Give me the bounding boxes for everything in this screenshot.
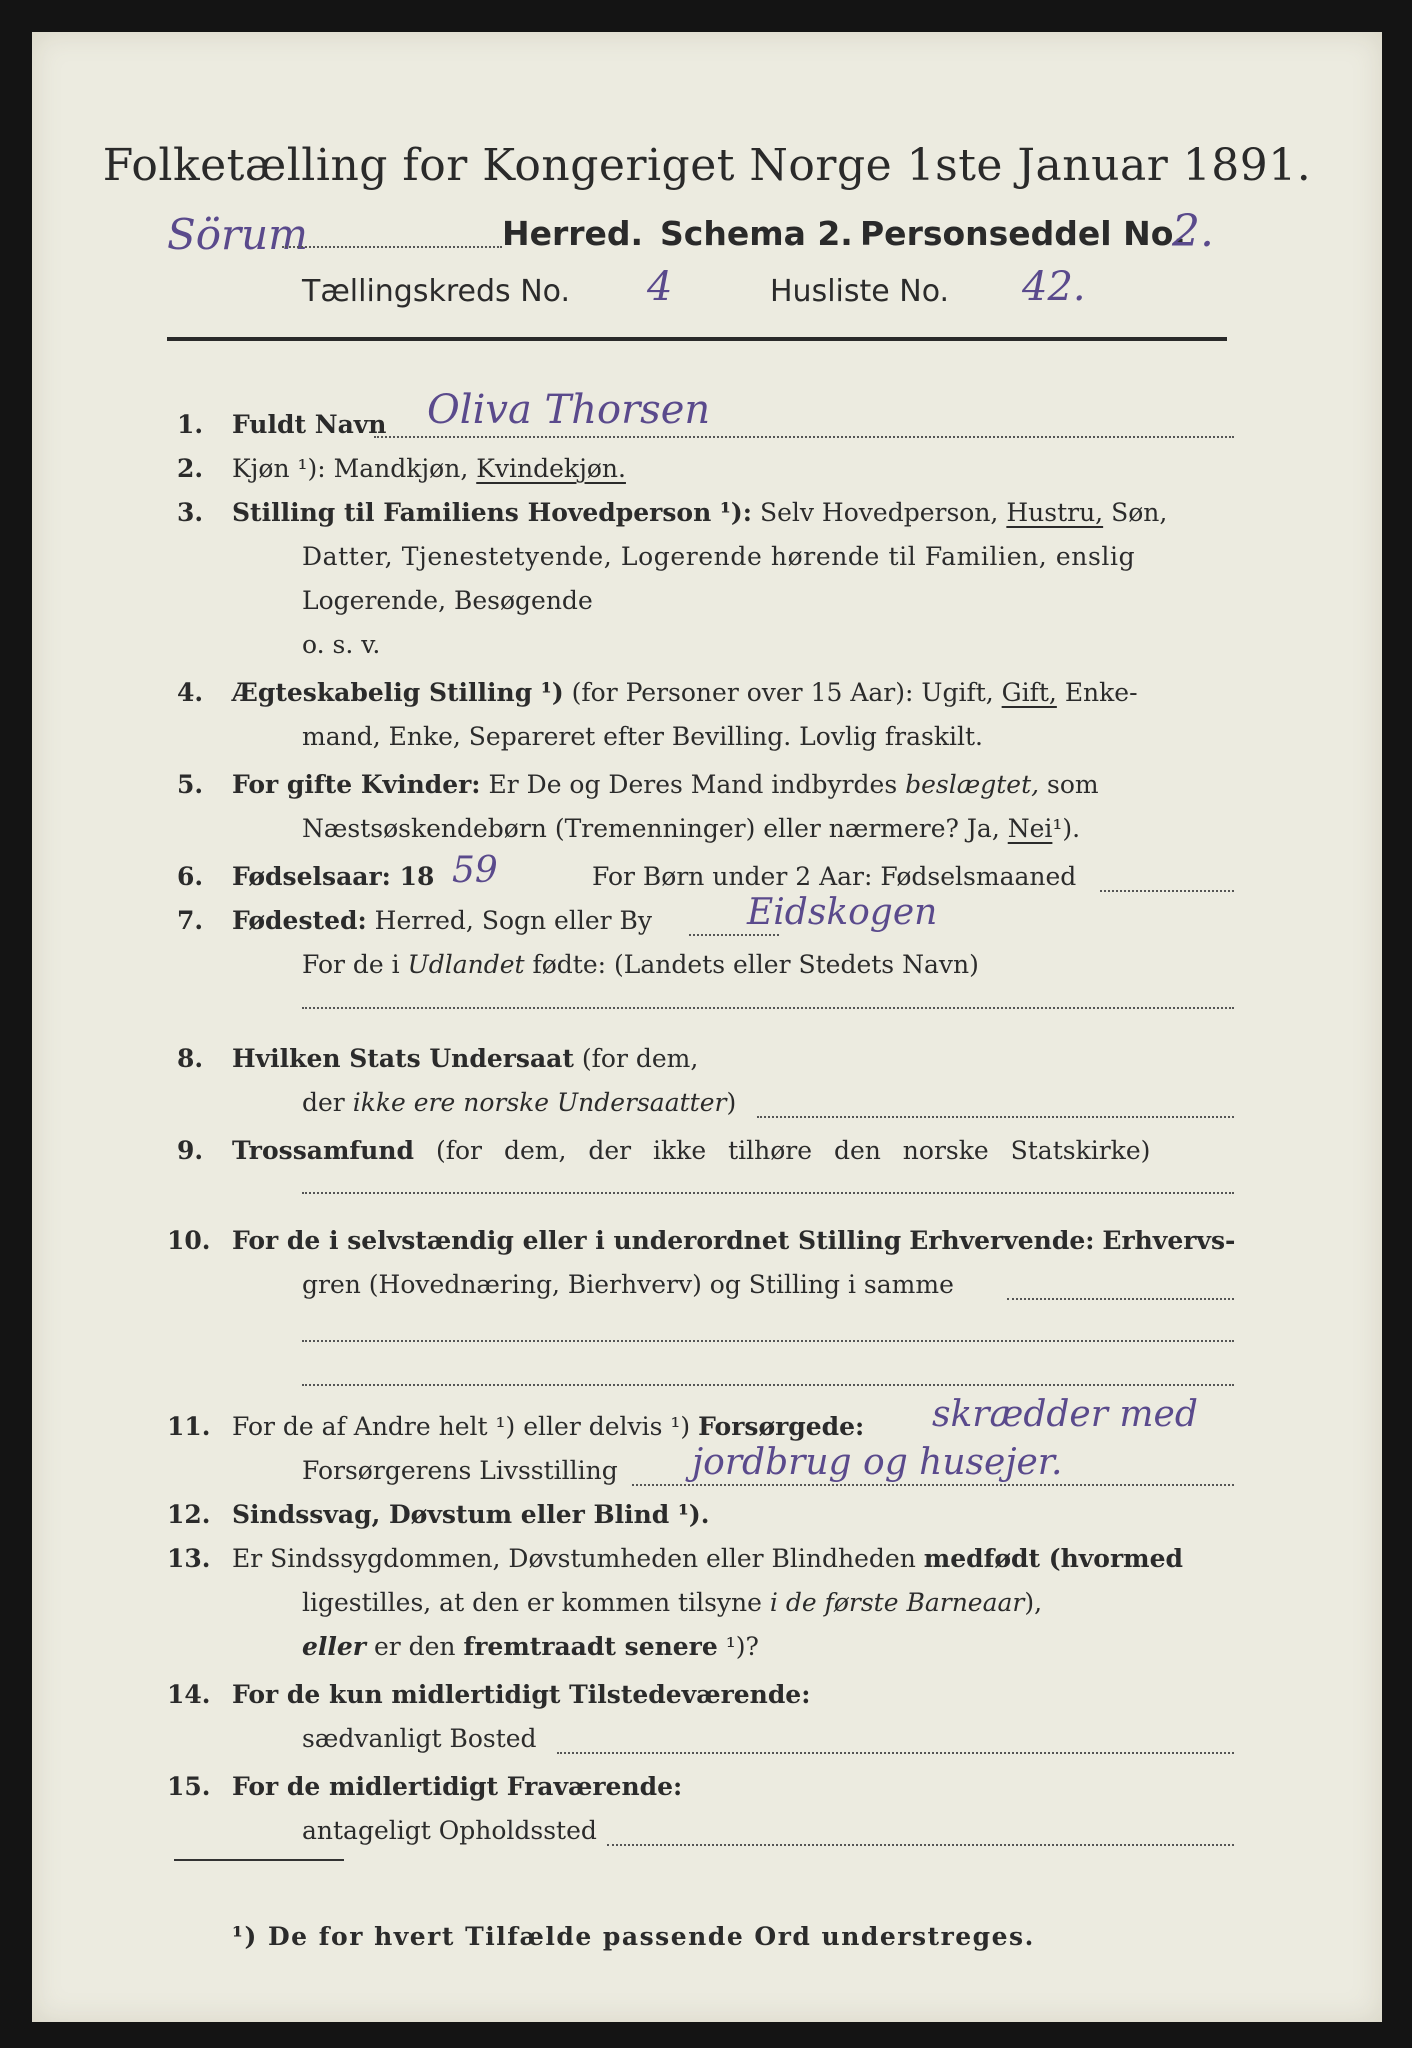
q15-number: 15. bbox=[167, 1772, 211, 1801]
q11-value1: skrædder med bbox=[932, 1394, 1198, 1435]
q7-line2-italic: Udlandet bbox=[407, 950, 525, 979]
q8-line2-a: der bbox=[302, 1088, 345, 1117]
q4-label: Ægteskabelig Stilling ¹) bbox=[232, 678, 564, 707]
q3-label: Stilling til Familiens Hovedperson ¹): bbox=[232, 498, 752, 527]
q13-line3-c: ¹)? bbox=[725, 1632, 759, 1661]
q8-line2-b: ) bbox=[726, 1088, 737, 1117]
husliste-value: 42. bbox=[1022, 264, 1086, 310]
header-rule bbox=[167, 337, 1227, 341]
q1-value: Oliva Thorsen bbox=[427, 387, 711, 433]
q13-line3-a: er den bbox=[373, 1632, 456, 1661]
q5-label: For gifte Kvinder: bbox=[232, 770, 481, 799]
census-form bbox=[32, 32, 1382, 2022]
q5-line2-b: ¹). bbox=[1052, 814, 1081, 843]
q3-line2: Datter, Tjenestetyende, Logerende hørende til Familien, enslig bbox=[302, 542, 1136, 571]
q7-extra-line bbox=[302, 1007, 1234, 1009]
q3-row1 bbox=[232, 498, 1167, 527]
q7-row1 bbox=[232, 906, 652, 935]
q9-row1 bbox=[232, 1136, 1150, 1165]
q5-row1 bbox=[232, 770, 1099, 799]
q3-line4: o. s. v. bbox=[302, 630, 381, 659]
q13-line1-a: Er Sindssygdommen, Døvstumheden eller Blindheden bbox=[232, 1544, 916, 1573]
q5-number: 5. bbox=[177, 770, 204, 799]
q7-line bbox=[689, 934, 779, 936]
q3-selected: Hustru, bbox=[1006, 498, 1104, 527]
q4-line2: mand, Enke, Separeret efter Bevilling. Lovlig fraskilt. bbox=[302, 722, 983, 751]
q13-line3-italic: eller bbox=[302, 1632, 366, 1661]
q7-line2-b: fødte: (Landets eller Stedets Navn) bbox=[532, 950, 979, 979]
q10-line1-b: Erhvervende: bbox=[909, 1226, 1095, 1255]
q10-line-b bbox=[302, 1340, 1234, 1342]
q13-row1 bbox=[232, 1544, 1183, 1573]
q13-number: 13. bbox=[167, 1544, 211, 1573]
q2-row bbox=[232, 454, 626, 483]
q4-line1-b: Enke- bbox=[1064, 678, 1138, 707]
q3-number: 3. bbox=[177, 498, 204, 527]
q4-selected: Gift, bbox=[1001, 678, 1057, 707]
q13-row2 bbox=[302, 1588, 1042, 1617]
q11-number: 11. bbox=[167, 1412, 211, 1441]
q1-line bbox=[374, 436, 1234, 438]
personseddel-value: 2. bbox=[1172, 206, 1214, 257]
q7-label: Fødested: bbox=[232, 906, 367, 935]
schema-label: Schema 2. bbox=[660, 214, 853, 253]
q8-label: Hvilken Stats Undersaat bbox=[232, 1044, 574, 1073]
q7-line2-a: For de i bbox=[302, 950, 400, 979]
q3-line1-a: Selv Hovedperson, bbox=[759, 498, 999, 527]
form-title: Folketælling for Kongeriget Norge 1ste Januar 1891. bbox=[102, 140, 1312, 191]
q9-line bbox=[302, 1192, 1234, 1194]
q7-row2 bbox=[302, 950, 979, 979]
q1-number: 1. bbox=[177, 410, 204, 439]
footnote: ¹) De for hvert Tilfælde passende Ord understreges. bbox=[232, 1922, 1035, 1951]
q10-line1-c: Erhvervs- bbox=[1102, 1226, 1236, 1255]
q8-row1 bbox=[232, 1044, 698, 1073]
q13-line1-b: medfødt (hvormed bbox=[923, 1544, 1183, 1573]
q13-line2-b: ), bbox=[1024, 1588, 1043, 1617]
q10-line2: gren (Hovednæring, Bierhverv) og Stilling i samme bbox=[302, 1270, 954, 1299]
q8-row2 bbox=[302, 1088, 736, 1117]
q1-label: Fuldt Navn bbox=[232, 410, 387, 439]
q6-line bbox=[1100, 890, 1234, 892]
q7-value: Eidskogen bbox=[747, 892, 938, 933]
q8-line1: (for dem, bbox=[581, 1044, 699, 1073]
q15-line bbox=[607, 1844, 1234, 1846]
kreds-label: Tællingskreds No. bbox=[302, 274, 570, 309]
q13-line2-italic: i de første Barneaar bbox=[769, 1588, 1025, 1617]
q4-line1-a: (for Personer over 15 Aar): Ugift, bbox=[571, 678, 994, 707]
q14-line bbox=[557, 1752, 1234, 1754]
q7-line1: Herred, Sogn eller By bbox=[374, 906, 653, 935]
husliste-label: Husliste No. bbox=[770, 274, 950, 309]
q4-row1 bbox=[232, 678, 1138, 707]
q12-number: 12. bbox=[167, 1500, 211, 1529]
q3-line1-b: Søn, bbox=[1111, 498, 1168, 527]
q11-line2: Forsørgerens Livsstilling bbox=[302, 1456, 618, 1485]
q13-row3 bbox=[302, 1632, 759, 1661]
footnote-divider bbox=[174, 1859, 344, 1861]
q3-line3: Logerende, Besøgende bbox=[302, 586, 593, 615]
q11-line1-b: Forsørgede: bbox=[698, 1412, 865, 1441]
q8-line2-italic: ikke ere norske Undersaatter bbox=[352, 1088, 727, 1117]
q5-selected: Nei bbox=[1007, 814, 1053, 843]
q5-line1-italic: beslægtet, bbox=[905, 770, 1040, 799]
q6-label2: For Børn under 2 Aar: Fødselsmaaned bbox=[592, 862, 1077, 891]
q8-line bbox=[757, 1116, 1234, 1118]
q11-value2: jordbrug og husejer. bbox=[692, 1442, 1063, 1483]
q15-label: For de midlertidigt Fraværende: bbox=[232, 1772, 683, 1801]
q6-label: Fødselsaar: 18 bbox=[232, 862, 435, 891]
q2-label: Kjøn ¹): Mandkjøn, bbox=[232, 454, 469, 483]
q9-label: Trossamfund bbox=[232, 1136, 415, 1165]
q10-row1 bbox=[232, 1226, 1235, 1255]
q5-line1-b: som bbox=[1047, 770, 1099, 799]
q2-number: 2. bbox=[177, 454, 204, 483]
q10-line-c bbox=[302, 1384, 1234, 1386]
q8-number: 8. bbox=[177, 1044, 204, 1073]
herred-value: Sörum bbox=[167, 210, 309, 259]
q15-line2: antageligt Opholdssted bbox=[302, 1816, 597, 1845]
q10-line1-a: For de i selvstændig eller i underordnet Stilling bbox=[232, 1226, 902, 1255]
q14-number: 14. bbox=[167, 1680, 211, 1709]
q7-number: 7. bbox=[177, 906, 204, 935]
q6-value: 59 bbox=[452, 850, 498, 891]
q5-line2-a: Næstsøskendebørn (Tremenninger) eller nærmere? Ja, bbox=[302, 814, 1000, 843]
q9-line1: (for dem, der ikke tilhøre den norske Statskirke) bbox=[435, 1136, 1151, 1165]
herred-label: Herred. bbox=[502, 214, 644, 253]
q13-line2-a: ligestilles, at den er kommen tilsyne bbox=[302, 1588, 762, 1617]
herred-dots bbox=[282, 246, 502, 248]
q14-line2: sædvanligt Bosted bbox=[302, 1724, 537, 1753]
q11-row1 bbox=[232, 1412, 864, 1441]
q6-number: 6. bbox=[177, 862, 204, 891]
q11-line1-a: For de af Andre helt ¹) eller delvis ¹) bbox=[232, 1412, 691, 1441]
q13-line3-b: fremtraadt senere bbox=[463, 1632, 718, 1661]
q9-number: 9. bbox=[177, 1136, 204, 1165]
kreds-value: 4 bbox=[647, 264, 673, 310]
q5-line1-a: Er De og Deres Mand indbyrdes bbox=[488, 770, 898, 799]
q5-row2 bbox=[302, 814, 1080, 843]
q4-number: 4. bbox=[177, 678, 204, 707]
q10-number: 10. bbox=[167, 1226, 211, 1255]
personseddel-label: Personseddel No. bbox=[860, 214, 1186, 253]
q14-label: For de kun midlertidigt Tilstedeværende: bbox=[232, 1680, 811, 1709]
q10-line-a bbox=[1007, 1298, 1234, 1300]
q12-label: Sindssvag, Døvstum eller Blind ¹). bbox=[232, 1500, 710, 1529]
q11-line bbox=[632, 1484, 1234, 1486]
q2-selected: Kvindekjøn. bbox=[476, 454, 626, 483]
